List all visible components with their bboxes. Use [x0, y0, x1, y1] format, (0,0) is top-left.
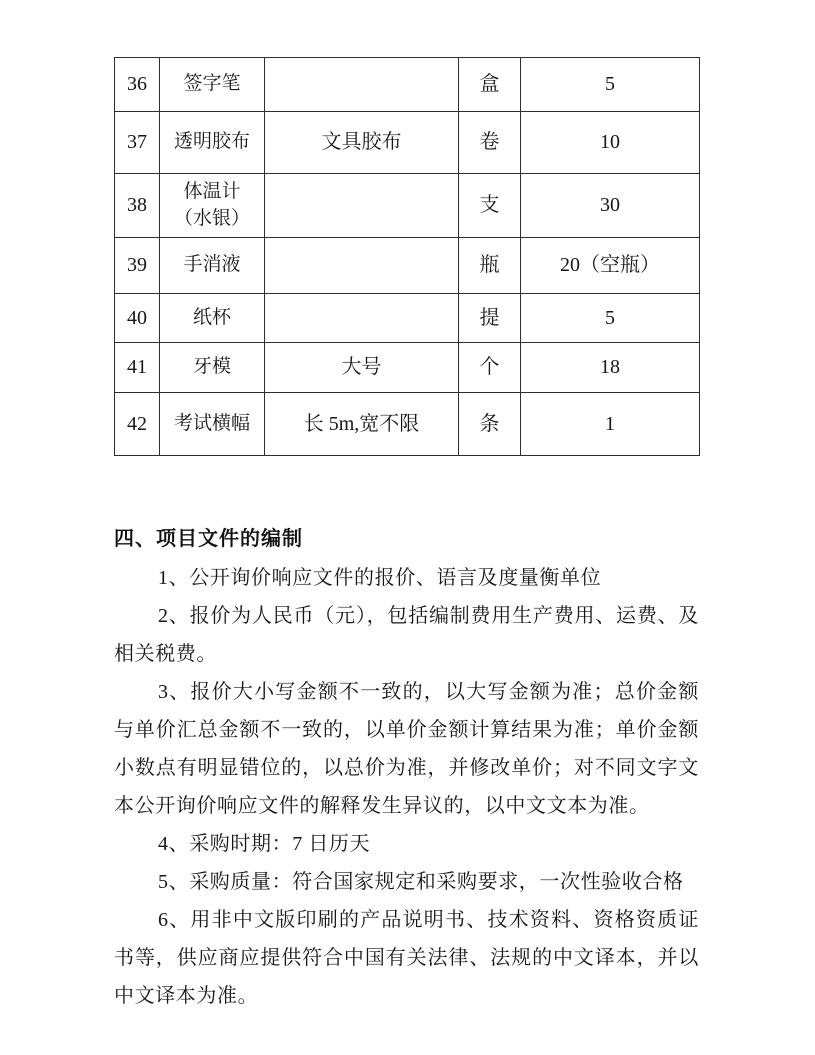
- supply-list-table: [114, 57, 700, 456]
- paragraph-6: 6、用非中文版印刷的产品说明书、技术资料、资格资质证书等，供应商应提供符合中国有关法律、法规的中文译本，并以中文译本为准。: [114, 909, 699, 1007]
- cell-spec: [265, 238, 459, 294]
- cell-spec: [265, 58, 459, 112]
- cell-unit: 个: [459, 343, 521, 393]
- cell-name: 透明胶布: [160, 112, 265, 174]
- cell-qty: 10: [521, 112, 700, 174]
- cell-qty: 20（空瓶）: [521, 238, 700, 294]
- cell-spec: [265, 174, 459, 238]
- cell-unit: 条: [459, 393, 521, 456]
- paragraph-2: 2、报价为人民币（元），包括编制费用生产费用、运费、及相关税费。: [114, 605, 699, 665]
- cell-no: 42: [115, 393, 160, 456]
- cell-unit: 盒: [459, 58, 521, 112]
- cell-unit: 瓶: [459, 238, 521, 294]
- table-row: [115, 58, 700, 112]
- paragraph-5: 5、采购质量：符合国家规定和采购要求，一次性验收合格: [158, 871, 684, 893]
- cell-unit: 卷: [459, 112, 521, 174]
- cell-qty: 30: [521, 174, 700, 238]
- cell-unit: 支: [459, 174, 521, 238]
- paragraph-4: 4、采购时期：7 日历天: [158, 833, 371, 855]
- cell-name: 手消液: [160, 238, 265, 294]
- cell-spec: 文具胶布: [265, 112, 459, 174]
- table-row: [115, 294, 700, 343]
- cell-no: 36: [115, 58, 160, 112]
- cell-no: 37: [115, 112, 160, 174]
- cell-spec: 大号: [265, 343, 459, 393]
- cell-name: 体温计（水银）: [160, 174, 265, 238]
- cell-no: 41: [115, 343, 160, 393]
- cell-no: 40: [115, 294, 160, 343]
- cell-spec: [265, 294, 459, 343]
- cell-name: 签字笔: [160, 58, 265, 112]
- table-row: [115, 112, 700, 174]
- document-content: [114, 0, 699, 1015]
- cell-name: 牙模: [160, 343, 265, 393]
- table-row: [115, 174, 700, 238]
- cell-no: 39: [115, 238, 160, 294]
- cell-no: 38: [115, 174, 160, 238]
- cell-unit: 提: [459, 294, 521, 343]
- section-heading: 四、项目文件的编制: [114, 528, 303, 550]
- cell-spec: 长 5m,宽不限: [265, 393, 459, 456]
- cell-qty: 18: [521, 343, 700, 393]
- table-row: [115, 238, 700, 294]
- paragraph-3: 3、报价大小写金额不一致的，以大写金额为准；总价金额与单价汇总金额不一致的，以单价金额计算结果为准；单价金额小数点有明显错位的，以总价为准，并修改单价；对不同文字文本公开询价响应文件的解释发生异议的，以中文文本为准。: [114, 681, 699, 817]
- cell-name: 纸杯: [160, 294, 265, 343]
- table-row: [115, 343, 700, 393]
- cell-qty: 1: [521, 393, 700, 456]
- cell-qty: 5: [521, 58, 700, 112]
- cell-qty: 5: [521, 294, 700, 343]
- table-row: [115, 393, 700, 456]
- paragraph-1: 1、公开询价响应文件的报价、语言及度量衡单位: [158, 567, 602, 589]
- section-paragraphs: [114, 559, 699, 1015]
- cell-name: 考试横幅: [160, 393, 265, 456]
